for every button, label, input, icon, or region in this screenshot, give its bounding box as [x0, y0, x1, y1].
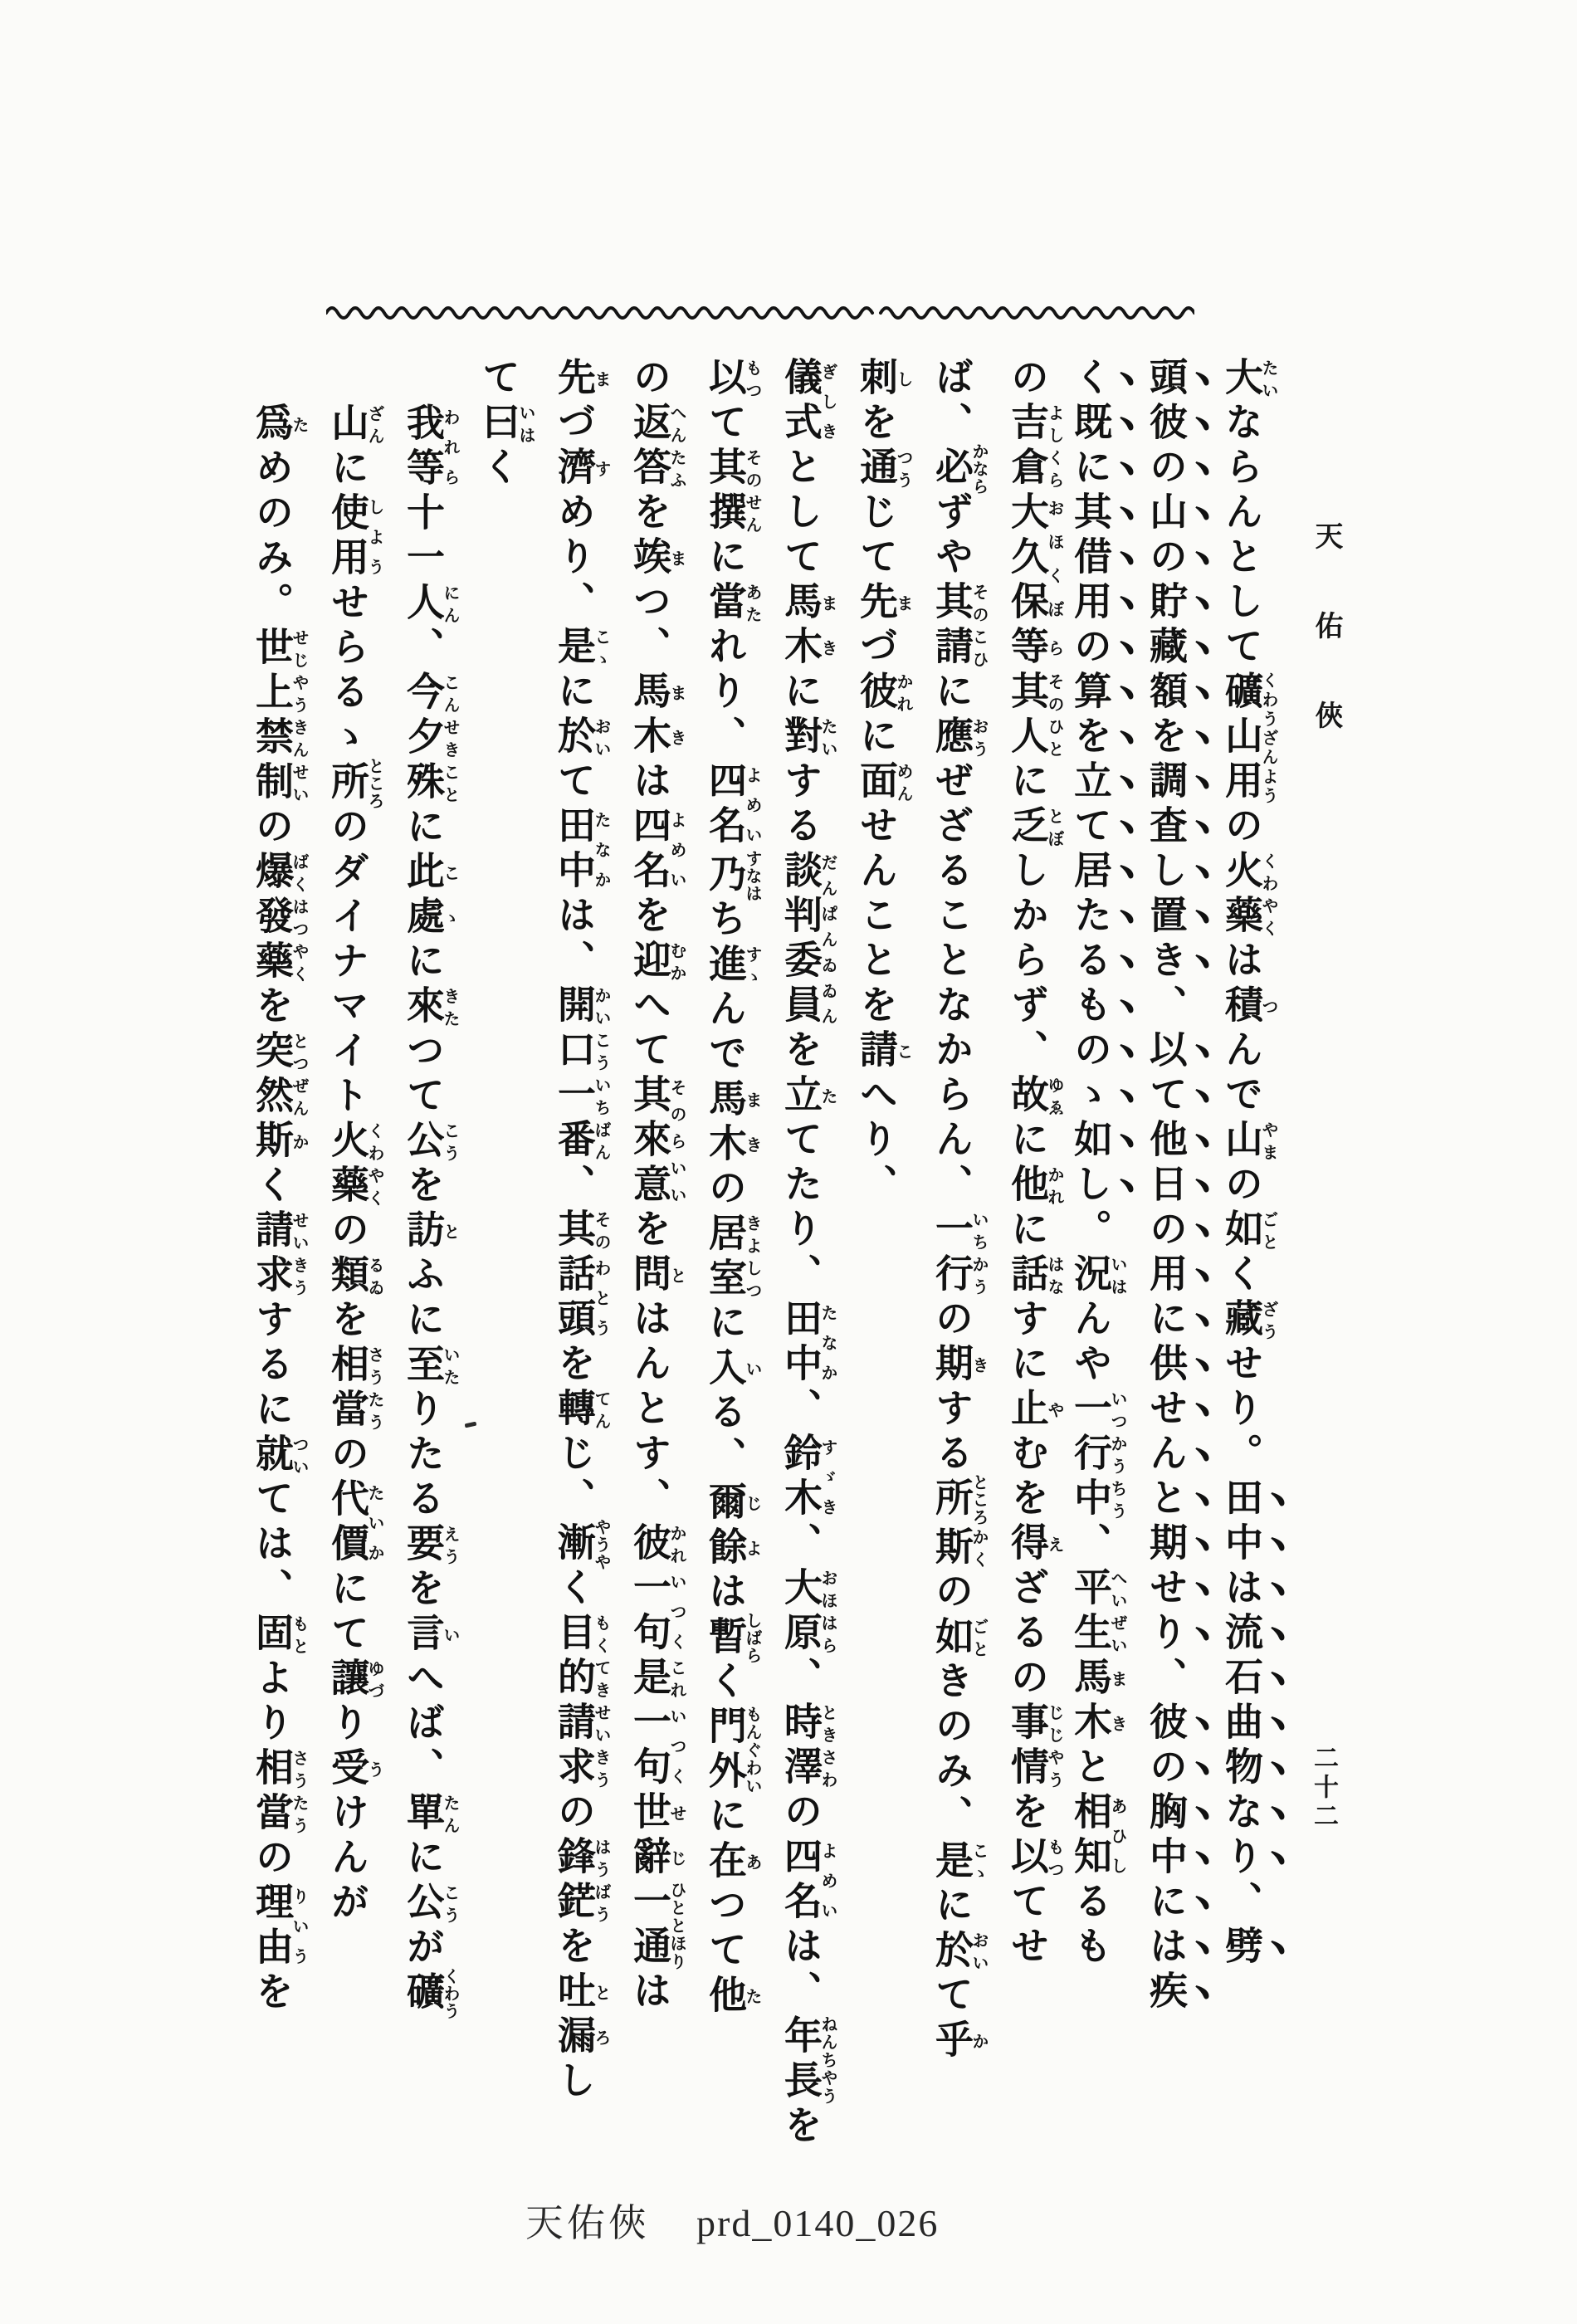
footer-title: 天佑俠 — [525, 2202, 650, 2244]
margin-running-title: 天佑俠 — [1310, 521, 1343, 790]
text-column: 刺しを通つうじて先まづ彼かれに面めんせんことを請こへり、 — [854, 357, 914, 1208]
text-column: 大たいならんとして礦山用くわうざんようの火藥くわやくは積つんで山やまの如ごとく藏ざうせり。田中は流石曲物なり、劈 — [1219, 357, 1279, 1970]
wavy-rule-right-segment — [881, 308, 1194, 318]
footer-caption — [525, 2193, 939, 2248]
text-column: 先まづ濟すめり、是こゝに於おいて田中たなかは、開口一番かいこういちばん、其その話頭わとうを轉てんじ、漸やうやく目的もくてき請求せいきうの鋒鋩はうばうを吐漏とろし — [552, 357, 612, 2105]
text-column: て曰いはく — [476, 357, 536, 491]
text-column: 我等われら十一人にん、今夕こんせき殊ことに此處こゝに來きたつて公こうを訪とふに至いたりたる要えうを言いへば、單たんに公こうが礦くわう — [401, 403, 461, 2020]
wavy-rule-left-segment — [326, 308, 872, 318]
text-columns — [227, 357, 1291, 2150]
text-column: ば、必かならずや其請そのこひに應おうぜざることなからん、一行いちかうの期きする所ところ斯かくの如ごときのみ、是こゝに於おいて乎か — [930, 357, 989, 2064]
text-column: の返答へんたふを竢まつ、馬木まきは四名よめいを迎むかへて其來意そのらいいを問とはんとす、彼かれ一句いつく是これ一句いつく世辭せじ一通ひととほりは — [627, 357, 687, 2015]
text-column: 以もつて其撰そのせんに當あたれり、四名よめい乃すなはち進すゝんで馬木まきの居室きよしつに入いる、爾餘じよは暫しばらく門外もんぐわいに在あつて他た — [703, 357, 763, 2019]
footer-scan-id: prd_0140_026 — [696, 2202, 940, 2244]
text-column: く既に其借用の算を立て居たるものゝ如し。況いはんや一行中いつかうちう、平生へいぜい馬木まきと相知あひしるも — [1068, 357, 1128, 1970]
text-column: 頭彼の山の貯藏額を調査し置き、以て他日の用に供せんと期せり、彼の胸中には疾 — [1144, 357, 1189, 2015]
text-column: 儀式ぎしきとして馬木まきに對たいする談判委員だんぱんゐゐんを立たてたり、田中たなか、鈴木すゞき、大原おほはら、時澤ときさわの四名よめいは、年長ねんちやうを — [779, 357, 838, 2150]
folio-number: 二十二 — [1309, 1745, 1338, 1832]
text-column: 爲ためのみ。世上せじやう禁制きんせいの爆發藥ばくはつやくを突然とつぜん斯かく請求せいきうするに就ついては、固もとより相當さうたうの理由りいうを — [250, 403, 310, 2016]
text-column: 山ざんに使用しようせらるゝ所ところのダイナマイト火藥くわやくの類るゐを相當さうたうの代價たいかにて讓ゆづり受うけんが — [325, 403, 385, 1926]
wavy-rule — [326, 297, 1194, 322]
text-column: の吉倉よしくら大久保おほくぼ等ら其人そのひとに乏とぼしからず、故ゆゑに他かれに話はなすに止やむを得えざるの事情じじやうを以もつてせ — [1005, 357, 1065, 1970]
